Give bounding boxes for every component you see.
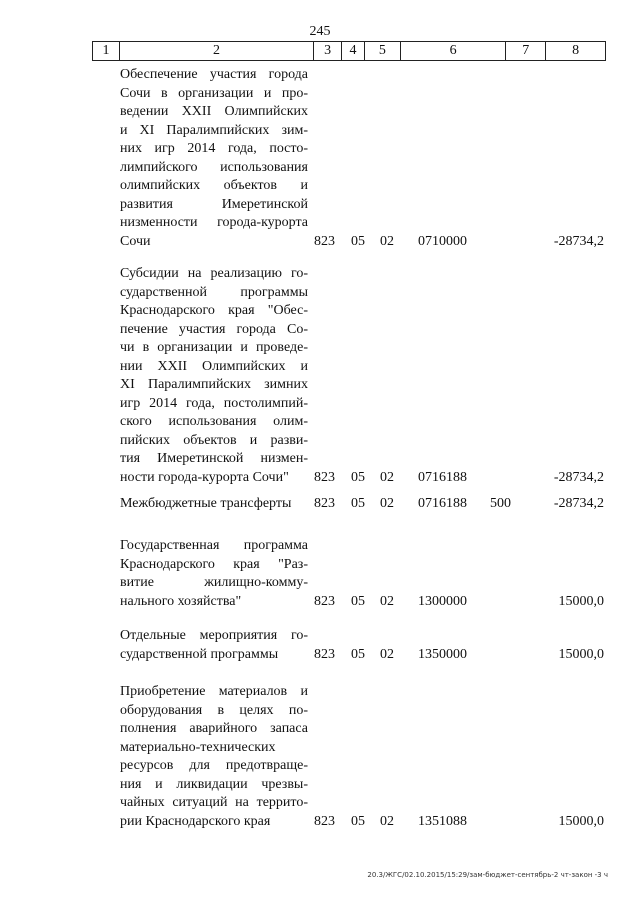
cell-c8: -28734,2 (553, 233, 604, 249)
cell-c8: -28734,2 (553, 469, 604, 485)
header-col-7: 7 (506, 42, 546, 60)
description-line: витие жилищно-комму- (120, 575, 308, 590)
description-line: Сочи в организации и про- (120, 85, 308, 101)
cell-c4: 05 (351, 813, 365, 829)
header-col-5: 5 (365, 42, 401, 60)
description-line: Государственная программа (120, 538, 308, 553)
description-line: низменности города-курорта (120, 215, 308, 230)
cell-c4: 05 (351, 469, 365, 485)
header-col-1: 1 (93, 42, 120, 60)
cell-c7: 500 (490, 496, 511, 511)
cell-c3: 823 (314, 646, 335, 662)
description-line: ресурсов для предотвраще- (120, 758, 308, 773)
description-line: ния и ликвидации чрезвы- (120, 776, 308, 792)
header-col-8: 8 (572, 43, 580, 58)
header-col-3: 3 (314, 42, 342, 60)
cell-c8: 15000,0 (558, 593, 604, 609)
cell-c6: 0710000 (418, 233, 467, 249)
description-line: них игр 2014 года, посто- (120, 141, 308, 156)
description-line: Обеспечение участия города (120, 67, 308, 82)
cell-c6: 1350000 (418, 646, 467, 662)
cell-c5: 02 (380, 496, 394, 511)
description-line: Межбюджетные трансферты (120, 496, 292, 511)
description-line: пийских объектов и разви- (120, 432, 308, 448)
description-line: и XI Паралимпийских зим- (120, 122, 308, 138)
cell-c3: 823 (314, 469, 335, 485)
cell-c4: 05 (351, 496, 365, 511)
description-line: нии XXII Олимпийских и (120, 358, 308, 374)
header-col-4: 4 (342, 42, 365, 60)
description-line: материально-технических (120, 739, 276, 755)
cell-c3: 823 (314, 813, 335, 829)
header-col-2: 2 (120, 42, 314, 60)
cell-c3: 823 (314, 593, 335, 609)
cell-c5: 02 (380, 646, 394, 662)
description-line: сударственной программы (120, 646, 279, 662)
header-col-6: 6 (401, 42, 507, 60)
description-line: игр 2014 года, постолимпий- (120, 395, 308, 411)
cell-c5: 02 (380, 233, 394, 249)
description-line: лимпийского использования (120, 159, 308, 175)
row-description (120, 537, 308, 611)
description-line: Отдельные мероприятия го- (120, 628, 308, 643)
description-line: ведении XXII Олимпийских (120, 104, 308, 119)
description-line: олимпийских объектов и (120, 178, 308, 193)
cell-c5: 02 (380, 813, 394, 829)
row-description (120, 683, 308, 831)
description-line: полнения аварийного запаса (120, 721, 308, 736)
cell-c8: 15000,0 (558, 813, 604, 829)
description-line: рии Краснодарского края (120, 813, 271, 829)
description-line: Сочи (120, 233, 151, 249)
description-line: чи в организации и проведе- (120, 340, 308, 355)
page-number: 245 (309, 24, 331, 39)
description-line: ности города-курорта Сочи" (120, 469, 289, 485)
description-line: Приобретение материалов и (120, 684, 308, 699)
cell-c4: 05 (351, 593, 365, 609)
cell-c5: 02 (380, 593, 394, 609)
description-line: нального хозяйства" (120, 593, 242, 609)
cell-c3: 823 (314, 233, 335, 249)
cell-c8: -28734,2 (553, 496, 604, 511)
row-description (120, 495, 308, 514)
description-line: ского использования олим- (120, 414, 308, 429)
row-description (120, 265, 308, 487)
description-line: тия Имеретинской низмен- (120, 451, 308, 466)
cell-c4: 05 (351, 233, 365, 249)
row-description (120, 66, 308, 251)
description-line: печение участия города Со- (120, 321, 308, 337)
cell-c4: 05 (351, 646, 365, 662)
description-line: XI Паралимпийских зимних (120, 377, 308, 392)
description-line: сударственной программы (120, 284, 308, 300)
cell-c3: 823 (314, 496, 335, 511)
footer-note: 20.3/ЖГС/02.10.2015/15:29/зам-бюджет-сентябрь-2 чт-закон -3 ч (367, 871, 608, 879)
table-header (92, 41, 606, 61)
description-line: оборудования в целях по- (120, 702, 308, 718)
description-line: Субсидии на реализацию го- (120, 266, 308, 281)
cell-c6: 1300000 (418, 593, 467, 609)
cell-c8: 15000,0 (558, 646, 604, 662)
cell-c5: 02 (380, 469, 394, 485)
description-line: чайных ситуаций на террито- (120, 795, 308, 810)
description-line: развития Имеретинской (120, 196, 308, 212)
description-line: Краснодарского края "Обес- (120, 303, 308, 318)
cell-c6: 1351088 (418, 813, 467, 829)
description-line: Краснодарского края "Раз- (120, 556, 308, 572)
cell-c6: 0716188 (418, 496, 467, 511)
cell-c6: 0716188 (418, 469, 467, 485)
row-description (120, 627, 308, 664)
